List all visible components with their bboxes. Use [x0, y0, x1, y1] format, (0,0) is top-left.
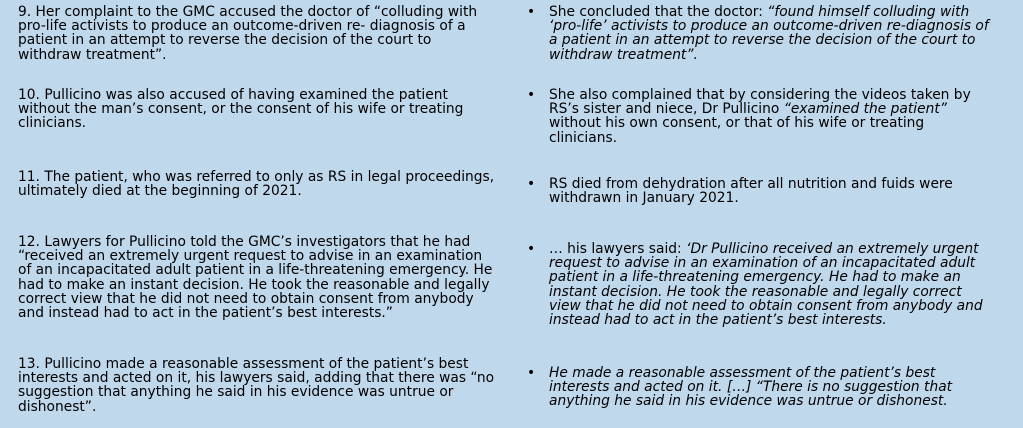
text-line-italic: instead had to act in the patient’s best interests. [549, 312, 887, 329]
text-segment: RS’s sister and niece, Dr Pullicino [549, 101, 784, 118]
text-line: 12. Lawyers for Pullicino told the GMC’s investigators that he had [18, 234, 471, 250]
text-line: withdraw treatment”. [18, 46, 167, 63]
text-line: 9. Her complaint to the GMC accused the doctor of “colluding with [18, 4, 478, 20]
text-line: patient in an attempt to reverse the decision of the court to [18, 32, 432, 49]
paragraph-13 [18, 357, 494, 414]
text-line: and instead had to act in the patient’s best interests.” [18, 305, 393, 322]
bullet-glyph: • [527, 365, 536, 381]
text-line-italic: instant decision. He took the reasonable and legally correct [549, 283, 962, 300]
text-line: RS died from dehydration after all nutrition and fuids were [549, 176, 953, 192]
text-line: dishonest”. [18, 398, 97, 415]
paragraph-9 [18, 5, 477, 62]
text-line-italic: withdraw treatment”. [549, 46, 698, 63]
text-segment-italic: “found himself colluding with [767, 4, 970, 20]
text-line: 13. Pullicino made a reasonable assessment of the patient’s best [18, 356, 469, 372]
text-segment-italic: “examined the patient” [783, 101, 947, 118]
bullet-glyph: • [527, 241, 536, 257]
text-line: “received an extremely urgent request to advise in an examination [18, 248, 483, 265]
paragraph-10 [18, 88, 463, 131]
text-line: withdrawn in January 2021. [549, 190, 739, 207]
text-line-italic: request to advise in an examination of an incapacitated adult [549, 255, 976, 272]
paragraph-11 [18, 170, 494, 198]
paragraph-12 [18, 235, 492, 320]
text-line-italic: view that he did not need to obtain consent from anybody and [549, 297, 983, 314]
bullet-glyph: • [527, 4, 536, 20]
text-line: suggestion that anything he said in his evidence was untrue or [18, 384, 454, 401]
text-line: interests and acted on it, his lawyers said, adding that there was “no [18, 370, 495, 387]
text-segment: She concluded that the doctor: [549, 4, 768, 20]
text-line-italic: ‘pro-life’ activists to produce an outcome-driven re-diagnosis of [549, 18, 989, 35]
text-line: ultimately died at the beginning of 2021. [18, 183, 302, 200]
text-line: of an incapacitated adult patient in a life-threatening emergency. He [18, 262, 493, 279]
text-segment-italic: ‘Dr Pullicino received an extremely urgent [686, 241, 979, 257]
text-line: 10. Pullicino was also accused of having examined the patient [18, 87, 448, 103]
text-line: pro-life activists to produce an outcome-driven re- diagnosis of a [18, 18, 466, 35]
text-line: correct view that he did not need to obtain consent from anybody [18, 290, 474, 307]
text-line-italic: patient in a life-threatening emergency. He had to make an [549, 269, 961, 286]
bullet-glyph: • [527, 87, 536, 103]
text-line-italic: anything he said in his evidence was untrue or dishonest. [549, 393, 948, 410]
text-line-italic: He made a reasonable assessment of the patient’s best [549, 365, 936, 381]
text-line: without the man’s consent, or the consent of his wife or treating [18, 101, 464, 118]
text-segment: … his lawyers said: [549, 241, 687, 257]
text-line: clinicians. [18, 115, 87, 132]
text-line: without his own consent, or that of his wife or treating [549, 115, 925, 132]
bullet-glyph: • [527, 176, 536, 192]
text-line: 11. The patient, who was referred to only as RS in legal proceedings, [18, 169, 495, 185]
text-line: clinicians. [549, 129, 618, 146]
text-line-italic: a patient in an attempt to reverse the decision of the court to [549, 32, 976, 49]
text-line-italic: interests and acted on it. […] “There is no suggestion that [549, 379, 953, 396]
text-line: had to make an instant decision. He took the reasonable and legally [18, 276, 490, 293]
text-line: She also complained that by considering the videos taken by [549, 87, 971, 103]
